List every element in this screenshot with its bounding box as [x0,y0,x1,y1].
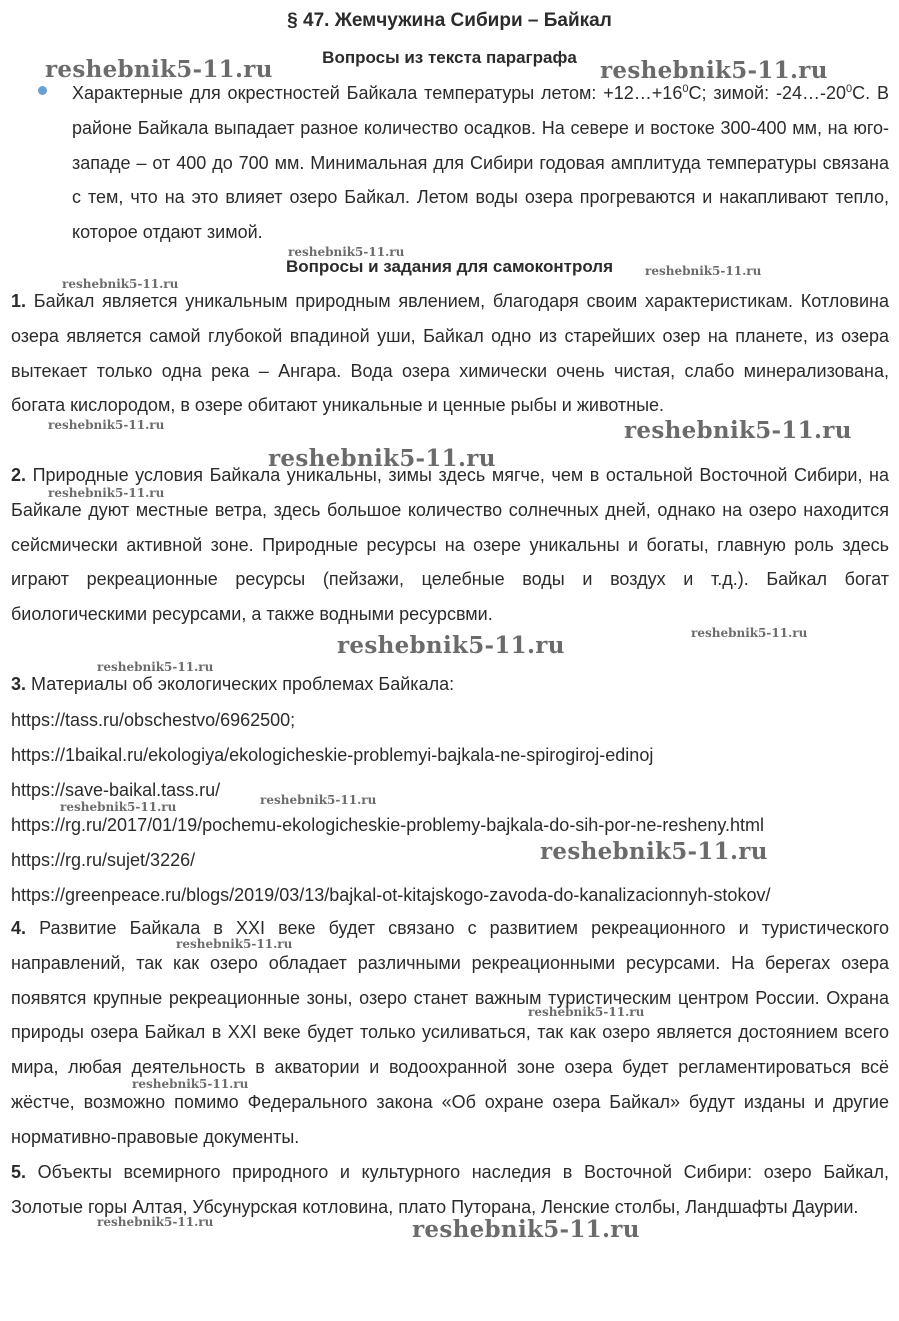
text-part: C; зимой: -24…-20 [688,83,846,103]
link-tass[interactable]: https://tass.ru/obschestvo/6962500; [11,710,296,730]
watermark: reshebnik5-11.ru [62,277,179,291]
link-save-baikal[interactable]: https://save-baikal.tass.ru/ [11,780,221,800]
watermark: reshebnik5-11.ru [337,632,565,659]
answer-text: Природные условия Байкала уникальны, зимы здесь мягче, чем в остальной Восточной Сибири, на Байкале дуют местные ветра, здесь большое количество солнечных дней, однако на озеро находится сейсмически активной зоне. Природные ресурсы на озере уникальны и богаты, главную роль здесь играют рекреационные ресурсы (пейзажи, целебные воды и воздух и т.д.). Байкал богат биологическими ресурсами, а также водными ресурсвми. [11,465,889,625]
answer-number: 1. [11,291,27,311]
answer-text: Развитие Байкала в XXI веке будет связано с развитием рекреационного и туристического направлений, так как озеро обладает различными рекреационными ресурсами. На берегах озера появятся крупные рекреационные зоны, озеро станет важным туристическим центром России. Охрана природы озера Байкал в XXI веке будет только усиливаться, так как озеро является достоянием всего мира, любая деятельность в акватории и водоохранной зоне озера будет регламентироваться всё жёстче, возможно помимо Федерального закона «Об охране озера Байкал» будут изданы и другие нормативно-правовые документы. [11,918,889,1147]
bullet-icon [38,86,47,95]
section-text-answer [72,76,889,250]
watermark: reshebnik5-11.ru [600,57,828,84]
text-part: Характерные для окрестностей Байкала температуры летом: +12…+16 [72,83,683,103]
page-title: § 47. Жемчужина Сибири – Байкал [287,10,612,31]
watermark: reshebnik5-11.ru [624,417,852,444]
answer-text: Объекты всемирного природного и культурного наследия в Восточной Сибири: озеро Байкал, Золотые горы Алтая, Убсунурская котловина, плато Путорана, Ленские столбы, Ландшафты Даурии. [11,1162,889,1217]
link-rg-article[interactable]: https://rg.ru/2017/01/19/pochemu-ekologicheskie-problemy-bajkala-do-sih-por-ne-resheny.html [11,815,765,835]
watermark: reshebnik5-11.ru [97,660,214,674]
answer-text: Материалы об экологических проблемах Байкала: [26,674,455,694]
answer-5 [11,1155,889,1225]
watermark: reshebnik5-11.ru [48,486,165,500]
answer-1 [11,284,889,423]
watermark: reshebnik5-11.ru [45,56,273,83]
link-1baikal[interactable]: https://1baikal.ru/ekologiya/ekologicheskie-problemyi-bajkala-ne-spirogiroj-edinoj [11,745,654,765]
watermark: reshebnik5-11.ru [645,264,762,278]
answer-3 [11,667,889,702]
section-heading-self-check: Вопросы и задания для самоконтроля [285,257,614,276]
degree-superscript: 0 [846,83,853,95]
answer-number: 4. [11,918,27,938]
text-part: C. В районе Байкала выпадает разное количество осадков. На севере и востоке 300-400 мм, на юго-западе – от 400 до 700 мм. Минимальная для Сибири годовая амплитуда температуры связана с тем, что на это влияет озеро Байкал. Летом воды озера прогреваются и накапливают тепло, которое отдают зимой. [72,83,889,243]
answer-2 [11,458,889,632]
watermark: reshebnik5-11.ru [528,1005,645,1019]
watermark: reshebnik5-11.ru [60,800,177,814]
watermark: reshebnik5-11.ru [288,245,405,259]
section-heading-text-questions: Вопросы из текста параграфа [322,48,577,67]
watermark: reshebnik5-11.ru [412,1216,640,1243]
answer-number: 2. [11,465,27,485]
watermark: reshebnik5-11.ru [48,418,165,432]
link-greenpeace[interactable]: https://greenpeace.ru/blogs/2019/03/13/bajkal-ot-kitajskogo-zavoda-do-kanalizacionnyh-stokov/ [11,885,771,905]
watermark: reshebnik5-11.ru [176,937,293,951]
link-rg-sujet[interactable]: https://rg.ru/sujet/3226/ [11,850,196,870]
watermark: reshebnik5-11.ru [260,793,377,807]
answer-number: 3. [11,674,27,694]
degree-superscript: 0 [682,83,689,95]
watermark: reshebnik5-11.ru [691,626,808,640]
answer-text: Байкал является уникальным природным явлением, благодаря своим характеристикам. Котловина озера является самой глубокой впадиной уши, Байкал одно из старейших озер на планете, из озера вытекает только одна река – Ангара. Вода озера химически очень чистая, слабо минерализована, богата кислородом, в озере обитают уникальные и ценные рыбы и животные. [11,291,889,416]
watermark: reshebnik5-11.ru [540,838,768,865]
answer-number: 5. [11,1162,27,1182]
watermark: reshebnik5-11.ru [268,445,496,472]
watermark: reshebnik5-11.ru [132,1077,249,1091]
answer-4 [11,911,889,1155]
watermark: reshebnik5-11.ru [97,1215,214,1229]
